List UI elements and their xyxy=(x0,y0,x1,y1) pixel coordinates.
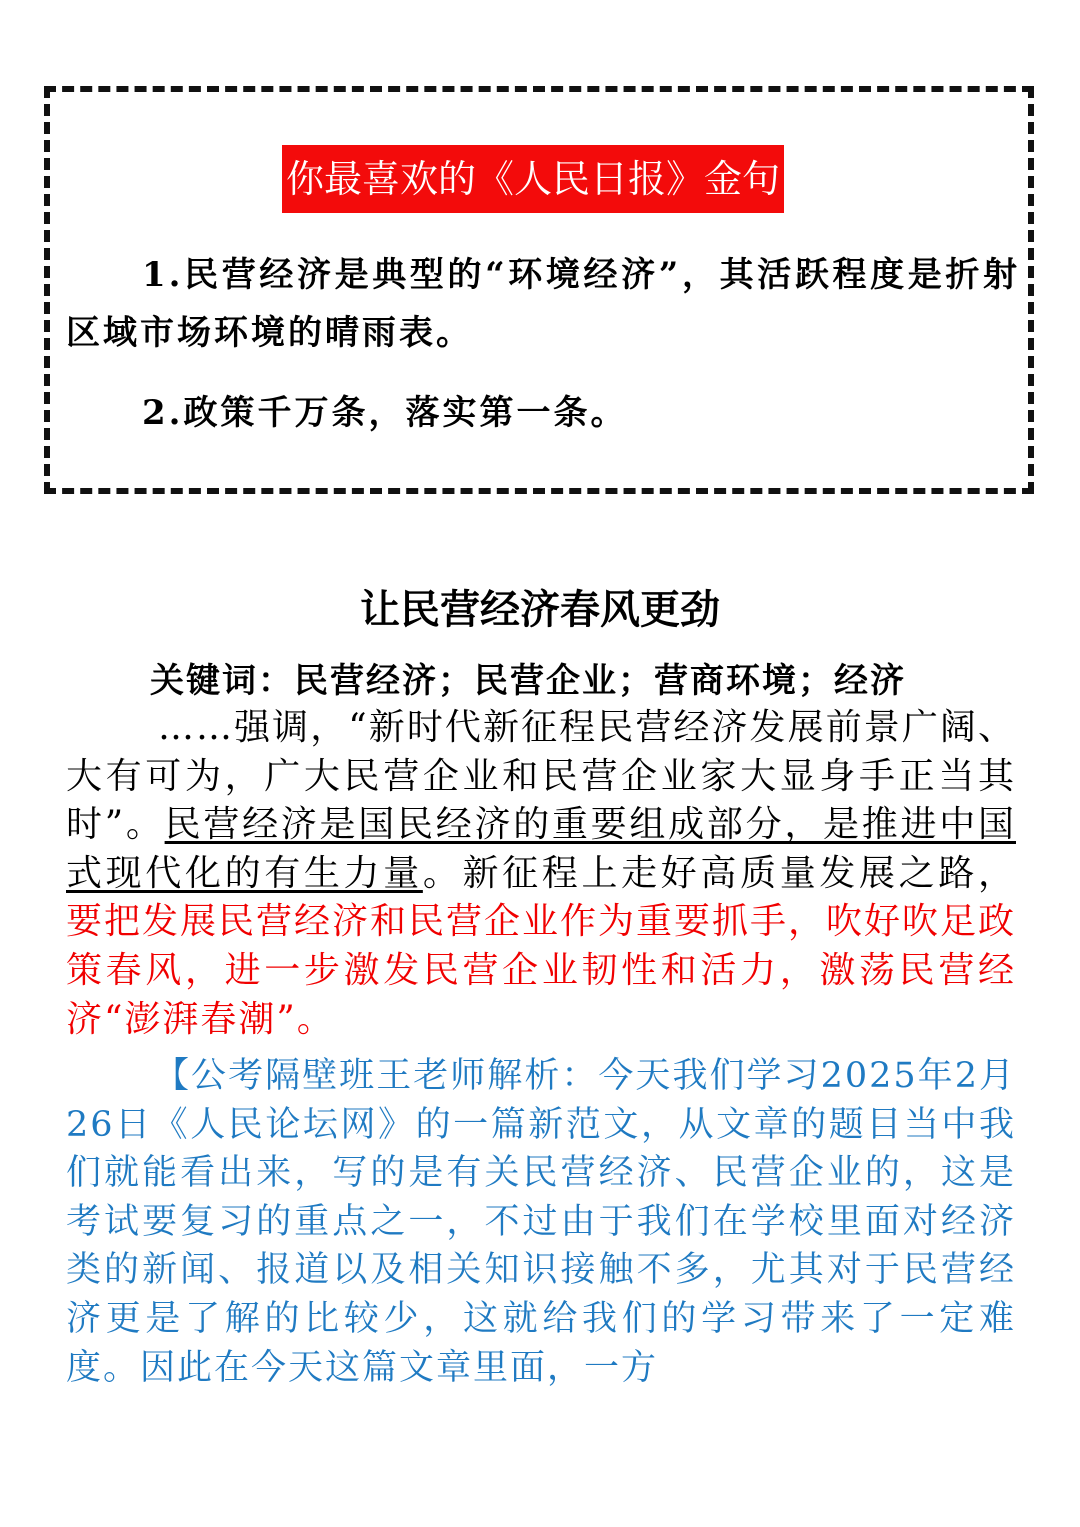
article-title: 让民营经济春风更劲 xyxy=(360,586,720,633)
teacher-analysis: 【公考隔壁班王老师解析：今天我们学习2025年2月26日《人民论坛网》的一篇新范文，从文章的题目当中我们就能看出来，写的是有关民营经济、民营企业的，这是考试要复习的重点之一，不过由于我们在学校里面对经济类的新闻、报道以及相关知识接触不多，尤其对于民营经济更是了解的比较少，这就给我们的学习带来了一定难度。因此在今天这篇文章里面，一方 xyxy=(66,1056,1016,1388)
body-underlined-sentence: 民营经济是国民经济的重要组成部分，是推进中国式现代化的有生力量 xyxy=(66,804,1016,894)
body-red-emphasis: 要把发展民营经济和民营企业作为重要抓手，吹好吹足政策春风，进一步激发民营企业韧性和活力，激荡民营经济“澎湃春潮”。 xyxy=(66,901,1017,1040)
body-plain-2: 。新征程上走好高质量发展之路， xyxy=(422,852,1016,894)
quote-item-1: 1.民营经济是典型的“环境经济”，其活跃程度是折射区域市场环境的晴雨表。 xyxy=(66,255,1020,353)
quote-box-title: 你最喜欢的《人民日报》金句 xyxy=(282,145,784,213)
body-plain-1: ……强调，“新时代新征程民营经济发展前景广阔、大有可为，广大民营企业和民营企业家大显身手正当其时”。 xyxy=(66,707,1016,846)
quote-item-2: 2.政策千万条，落实第一条。 xyxy=(142,393,628,433)
article-keywords: 关键词：民营经济；民营企业；营商环境；经济 xyxy=(150,661,906,701)
article-body xyxy=(66,704,1016,1044)
